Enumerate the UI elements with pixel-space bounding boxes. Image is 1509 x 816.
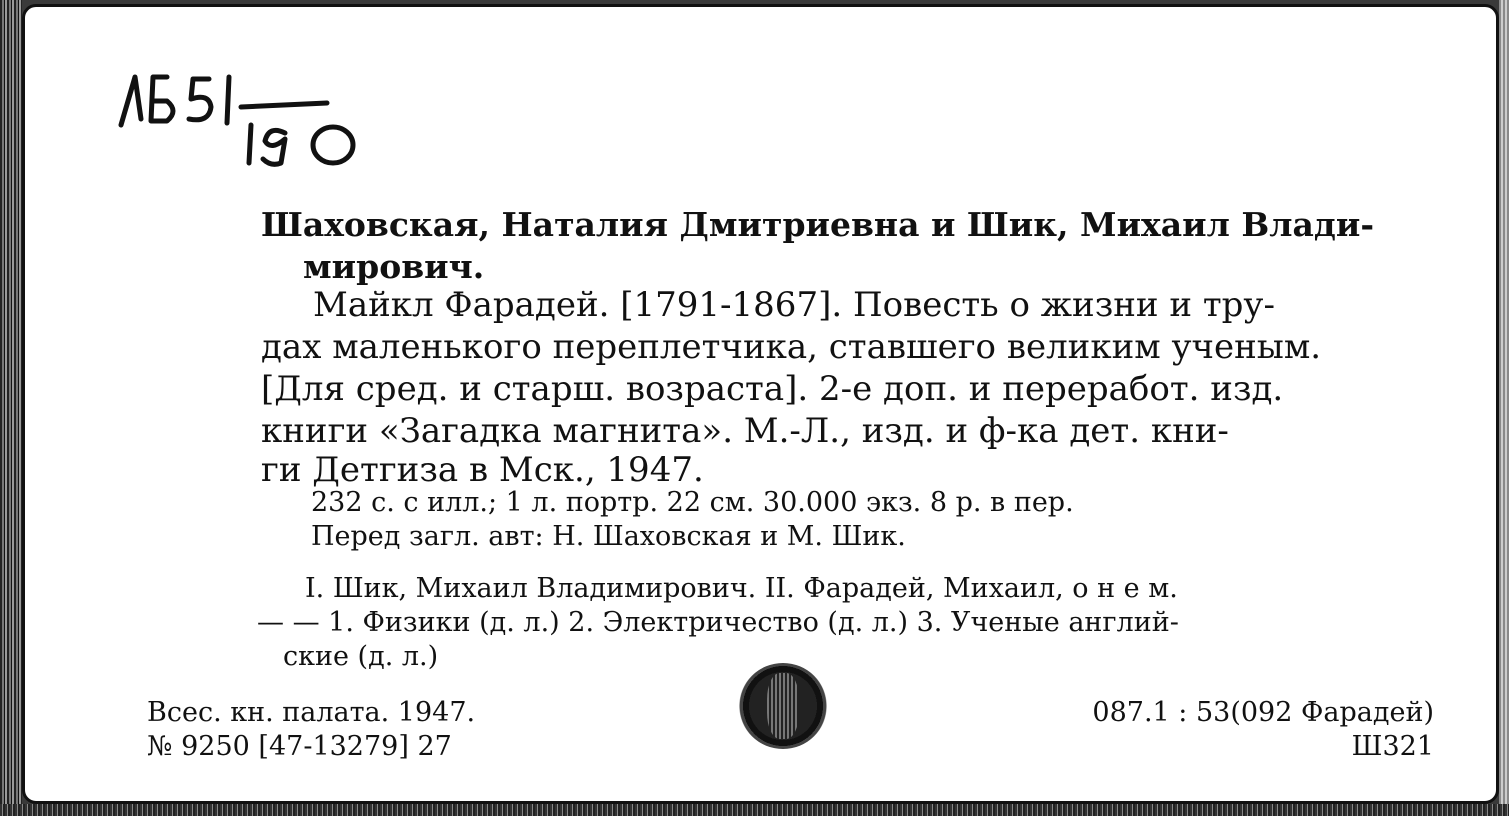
title-line: ги Детгиза в Мск., 1947. bbox=[261, 450, 704, 490]
title-line: книги «Загадка магнита». М.-Л., изд. и ф-ка дет. кни- bbox=[261, 411, 1229, 451]
catalog-card bbox=[22, 4, 1499, 804]
physical-description-line: 232 с. с илл.; 1 л. портр. 22 см. 30.000 экз. 8 р. в пер. bbox=[311, 487, 1074, 518]
scan-right-edge bbox=[1499, 0, 1509, 816]
physical-description-line: Перед загл. авт: Н. Шаховская и М. Шик. bbox=[311, 521, 906, 552]
tracing-line: — — 1. Физики (д. л.) 2. Электричество (д. л.) 3. Ученые англий- bbox=[257, 607, 1179, 638]
publisher-note: Всес. кн. палата. 1947. bbox=[147, 697, 476, 728]
scan-bottom-edge bbox=[0, 804, 1509, 816]
classification-code: 087.1 : 53(092 Фарадей) bbox=[1092, 697, 1434, 728]
handwritten-shelfmark bbox=[113, 59, 373, 179]
title-line: дах маленького переплетчика, ставшего великим ученым. bbox=[261, 327, 1322, 367]
registration-number: № 9250 [47-13279] 27 bbox=[147, 731, 452, 762]
tracing-line: I. Шик, Михаил Владимирович. II. Фарадей, Михаил, о н е м. bbox=[305, 573, 1178, 604]
scan-left-edge bbox=[0, 0, 22, 816]
author-mark: Ш321 bbox=[1351, 731, 1434, 762]
author-heading-line1: Шаховская, Наталия Дмитриевна и Шик, Михаил Влади- bbox=[261, 205, 1375, 244]
title-line: [Для сред. и старш. возраста]. 2-е доп. и переработ. изд. bbox=[261, 369, 1284, 409]
title-line: Майкл Фарадей. [1791-1867]. Повесть о жизни и тру- bbox=[313, 285, 1275, 325]
author-heading-line2: мирович. bbox=[303, 247, 485, 286]
card-punch-hole bbox=[739, 663, 827, 749]
tracing-line: ские (д. л.) bbox=[283, 641, 439, 672]
